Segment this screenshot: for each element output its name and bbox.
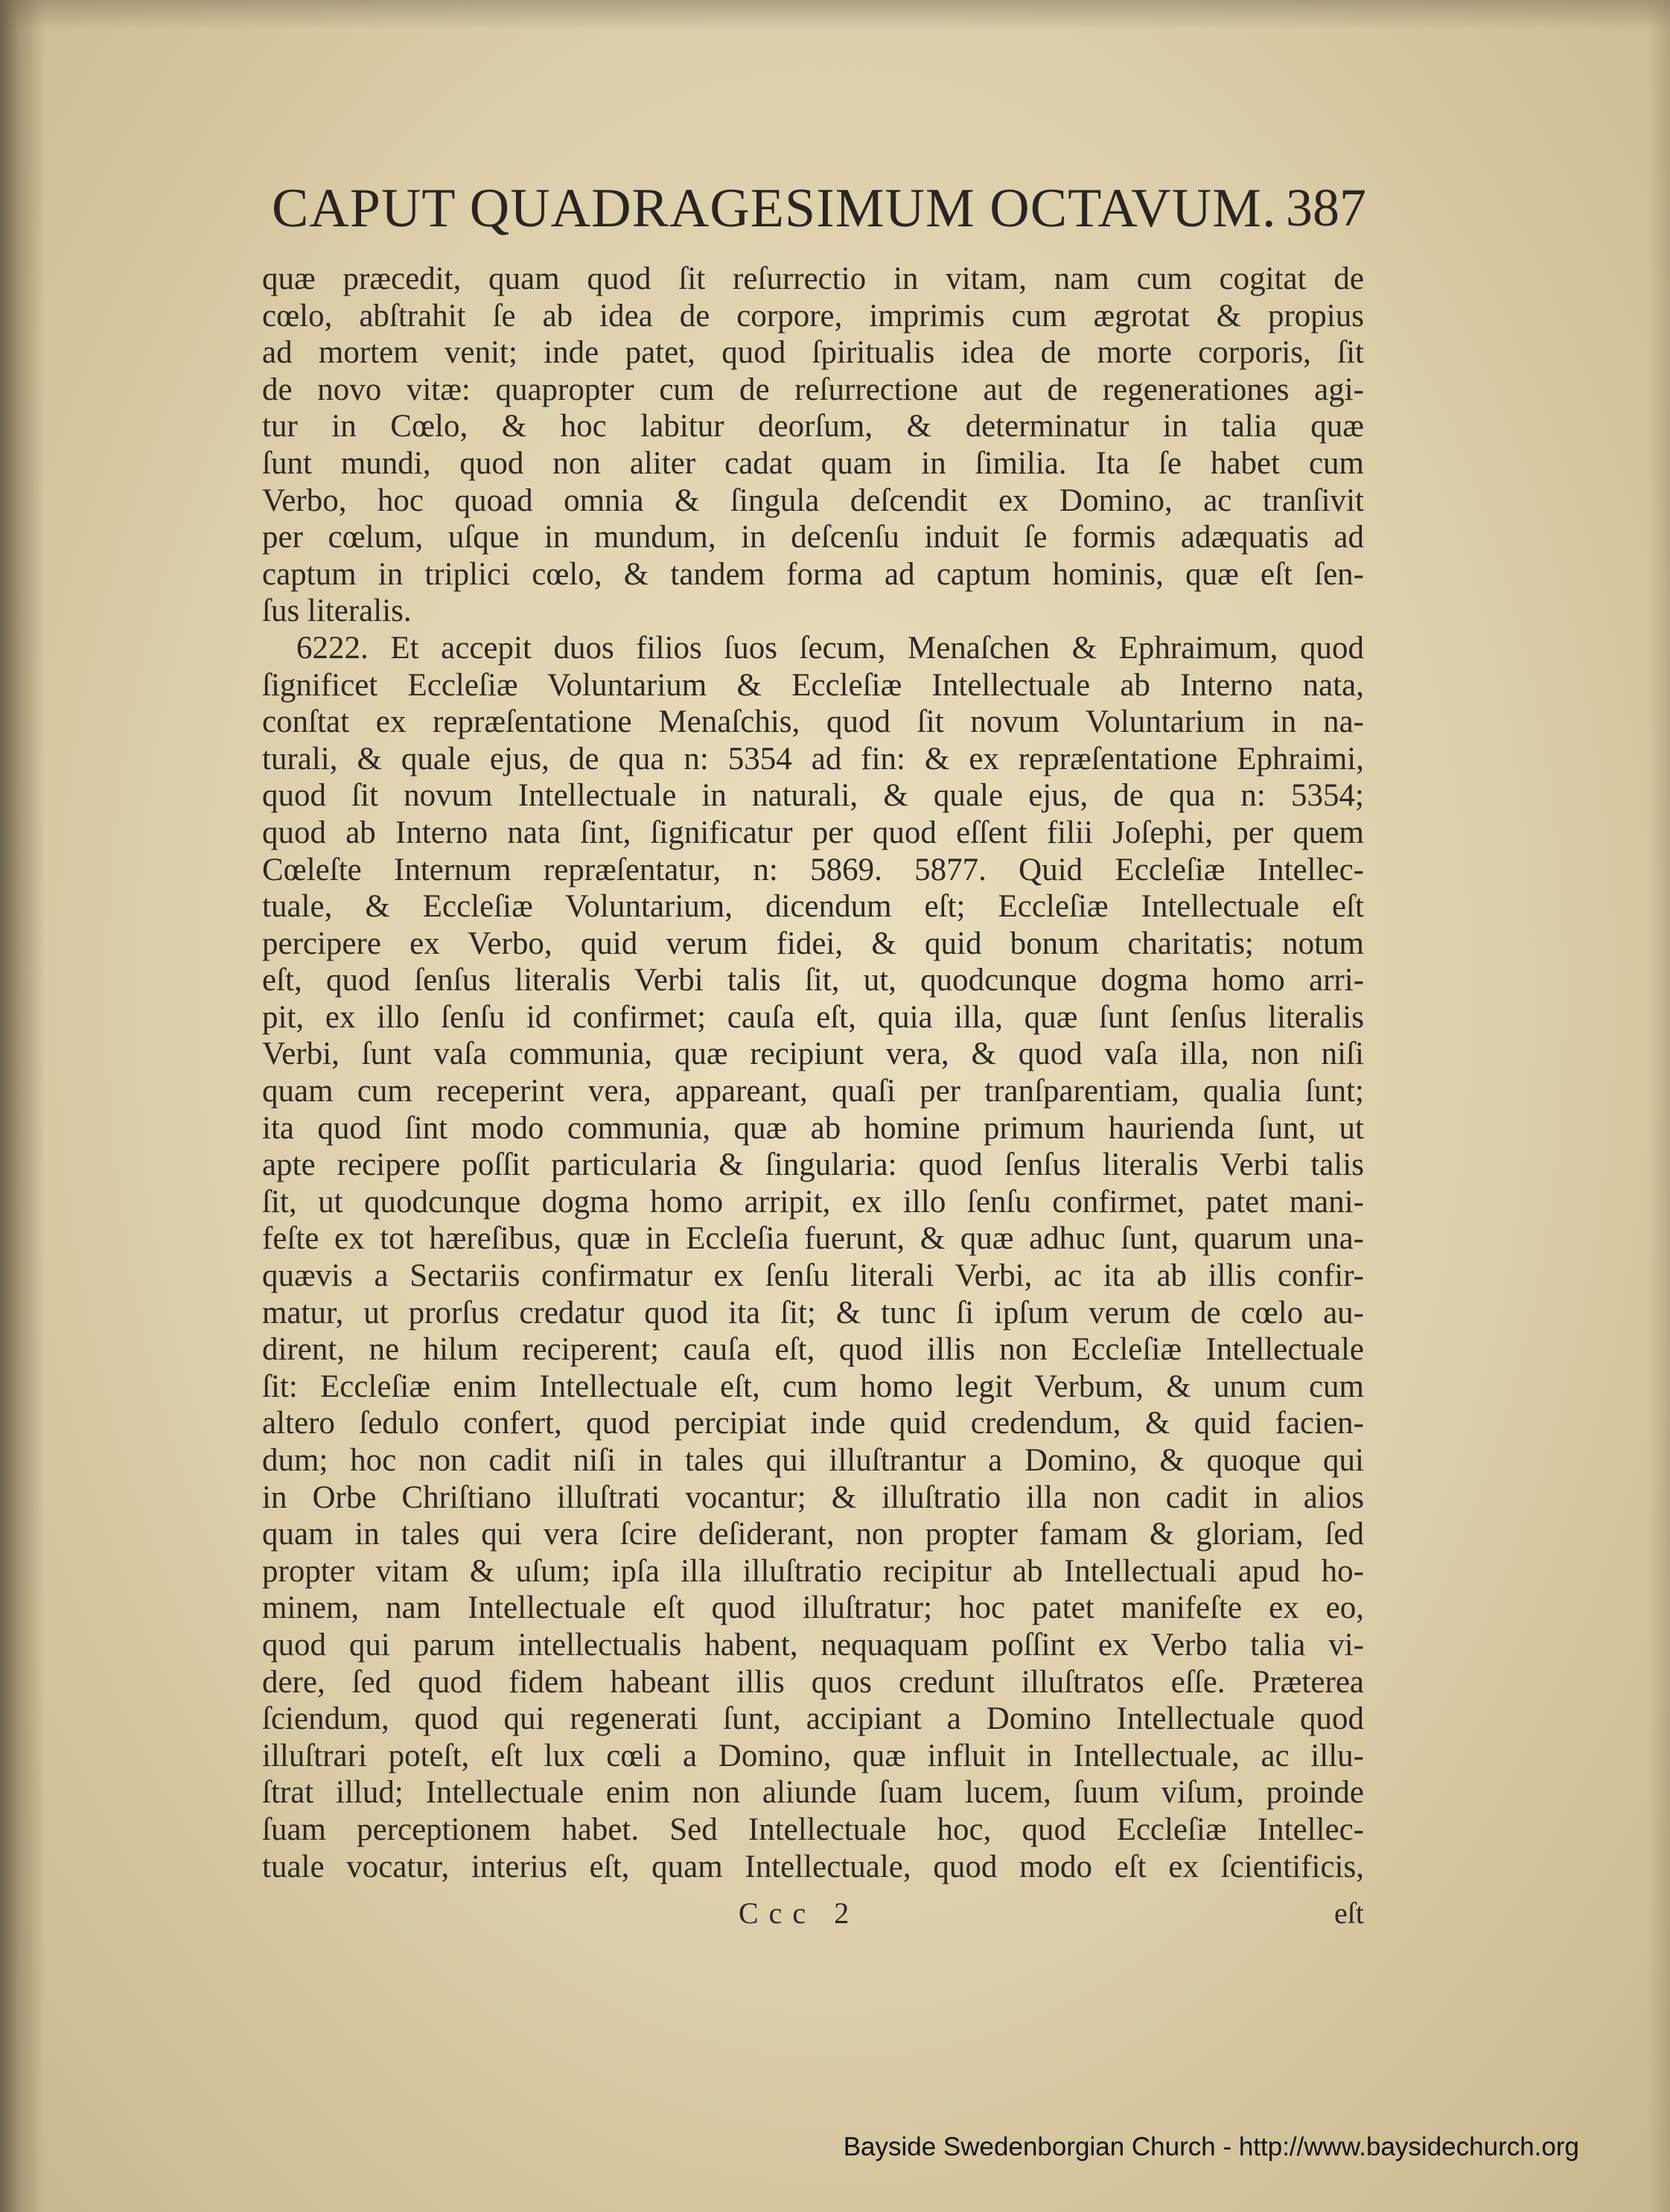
catchword: eſt (1334, 1896, 1364, 1930)
text-line: ſit: Eccleſiæ enim Intellectuale eſt, cum homo legit Verbum, & unum cum (262, 1368, 1364, 1404)
text-line: quod ſit novum Intellectuale in naturali, & quale ejus, de qua n: 5354; (262, 778, 1364, 814)
text-line: tuale vocatur, interius eſt, quam Intellectuale, quod modo eſt ex ſcientificis, (262, 1849, 1364, 1884)
text-line: dum; hoc non cadit niſi in tales qui illuſtrantur a Domino, & quoque qui (262, 1443, 1364, 1478)
top-shadow (0, 0, 1670, 30)
text-line: apte recipere poſſit particularia & ſingularia: quod ſenſus literalis Verbi talis (262, 1147, 1364, 1183)
text-line: ſignificet Eccleſiæ Voluntarium & Eccleſiæ Intellectuale ab Interno nata, (262, 667, 1364, 703)
text-line: quam cum receperint vera, appareant, quaſi per tranſparentiam, qualia ſunt; (262, 1074, 1364, 1109)
body-text (262, 261, 1364, 1885)
page-number: 387 (1286, 178, 1366, 238)
text-line: propter vitam & uſum; ipſa illa illuſtratio recipitur ab Intellectuali apud ho- (262, 1553, 1364, 1589)
text-line: minem, nam Intellectuale eſt quod illuſtratur; hoc patet manifeſte ex eo, (262, 1590, 1364, 1626)
text-line: ſunt mundi, quod non aliter cadat quam in ſimilia. Ita ſe habet cum (262, 445, 1364, 481)
text-line: per cœlum, uſque in mundum, in deſcenſu induit ſe formis adæquatis ad (262, 520, 1364, 555)
text-line: ita quod ſint modo communia, quæ ab homine primum haurienda ſunt, ut (262, 1110, 1364, 1146)
text-line: pit, ex illo ſenſu id confirmet; cauſa eſt, quia illa, quæ ſunt ſenſus literalis (262, 999, 1364, 1035)
text-line: cœlo, abſtrahit ſe ab idea de corpore, imprimis cum ægrotat & propius (262, 298, 1364, 334)
text-line: feſte ex tot hæreſibus, quæ in Eccleſia fuerunt, & quæ adhuc ſunt, quarum una- (262, 1221, 1364, 1257)
signature-mark: Ccc 2 (739, 1896, 860, 1930)
text-line: ſus literalis. (262, 593, 412, 629)
text-line: percipere ex Verbo, quid verum fidei, & quid bonum charitatis; notum (262, 925, 1364, 961)
text-line: tuale, & Eccleſiæ Voluntarium, dicendum eſt; Eccleſiæ Intellectuale eſt (262, 889, 1364, 925)
text-line: ad mortem venit; inde patet, quod ſpiritualis idea de morte corporis, ſit (262, 335, 1364, 371)
text-line: in Orbe Chriſtiano illuſtrati vocantur; & illuſtratio illa non cadit in alios (262, 1479, 1364, 1515)
text-line: quæ præcedit, quam quod ſit reſurrectio in vitam, nam cum cogitat de (262, 261, 1364, 296)
text-line: eſt, quod ſenſus literalis Verbi talis ſit, ut, quodcunque dogma homo arri- (262, 963, 1364, 998)
text-line: quod qui parum intellectualis habent, nequaquam poſſint ex Verbo talia vi- (262, 1627, 1364, 1663)
text-line: illuſtrari poteſt, eſt lux cœli a Domino, quæ influit in Intellectuale, ac illu- (262, 1738, 1364, 1773)
text-line: ſciendum, quod qui regenerati ſunt, accipiant a Domino Intellectuale quod (262, 1701, 1364, 1737)
text-line: turali, & quale ejus, de qua n: 5354 ad fin: & ex repræſentatione Ephraimi, (262, 741, 1364, 777)
text-line: quævis a Sectariis confirmatur ex ſenſu literali Verbi, ac ita ab illis confir- (262, 1258, 1364, 1294)
text-line: ſuam perceptionem habet. Sed Intellectuale hoc, quod Eccleſiæ Intellec- (262, 1811, 1364, 1847)
page-footer (262, 1896, 1364, 1937)
text-line: tur in Cœlo, & hoc labitur deorſum, & determinatur in talia quæ (262, 409, 1364, 444)
text-line: conſtat ex repræſentatione Menaſchis, quod ſit novum Voluntarium in na- (262, 704, 1364, 740)
text-line: matur, ut prorſus credatur quod ita ſit; & tunc ſi ipſum verum de cœlo au- (262, 1295, 1364, 1330)
text-line: 6222. Et accepit duos filios ſuos ſecum, Menaſchen & Ephraimum, quod (296, 630, 1364, 666)
running-head-title: CAPUT QUADRAGESIMUM OCTAVUM. (272, 178, 1277, 239)
watermark-text: Bayside Swedenborgian Church - http://www.baysidechurch.org (843, 2132, 1579, 2161)
text-line: ſit, ut quodcunque dogma homo arripit, ex illo ſenſu confirmet, patet mani- (262, 1184, 1364, 1220)
text-line: quod ab Interno nata ſint, ſignificatur per quod eſſent filii Joſephi, per quem (262, 815, 1364, 850)
text-line: captum in triplici cœlo, & tandem forma ad captum hominis, quæ eſt ſen- (262, 556, 1364, 592)
text-line: altero ſedulo confert, quod percipiat inde quid credendum, & quid facien- (262, 1406, 1364, 1441)
text-line: quam in tales qui vera ſcire deſiderant, non propter famam & gloriam, ſed (262, 1517, 1364, 1552)
right-edge-shadow (1648, 0, 1670, 2212)
text-line: ſtrat illud; Intellectuale enim non aliunde ſuam lucem, ſuum viſum, proinde (262, 1775, 1364, 1811)
binding-shadow (0, 0, 45, 2212)
text-line: dere, ſed quod fidem habeant illis quos credunt illuſtratos eſſe. Præterea (262, 1664, 1364, 1700)
text-line: Cœleſte Internum repræſentatur, n: 5869. 5877. Quid Eccleſiæ Intellec- (262, 852, 1364, 887)
text-line: de novo vitæ: quapropter cum de reſurrectione aut de regenerationes agi- (262, 372, 1364, 407)
running-header (264, 177, 1366, 252)
text-line: Verbo, hoc quoad omnia & ſingula deſcendit ex Domino, ac tranſivit (262, 482, 1364, 518)
text-line: dirent, ne hilum reciperent; cauſa eſt, quod illis non Eccleſiæ Intellectuale (262, 1332, 1364, 1368)
text-line: Verbi, ſunt vaſa communia, quæ recipiunt vera, & quod vaſa illa, non niſi (262, 1036, 1364, 1072)
